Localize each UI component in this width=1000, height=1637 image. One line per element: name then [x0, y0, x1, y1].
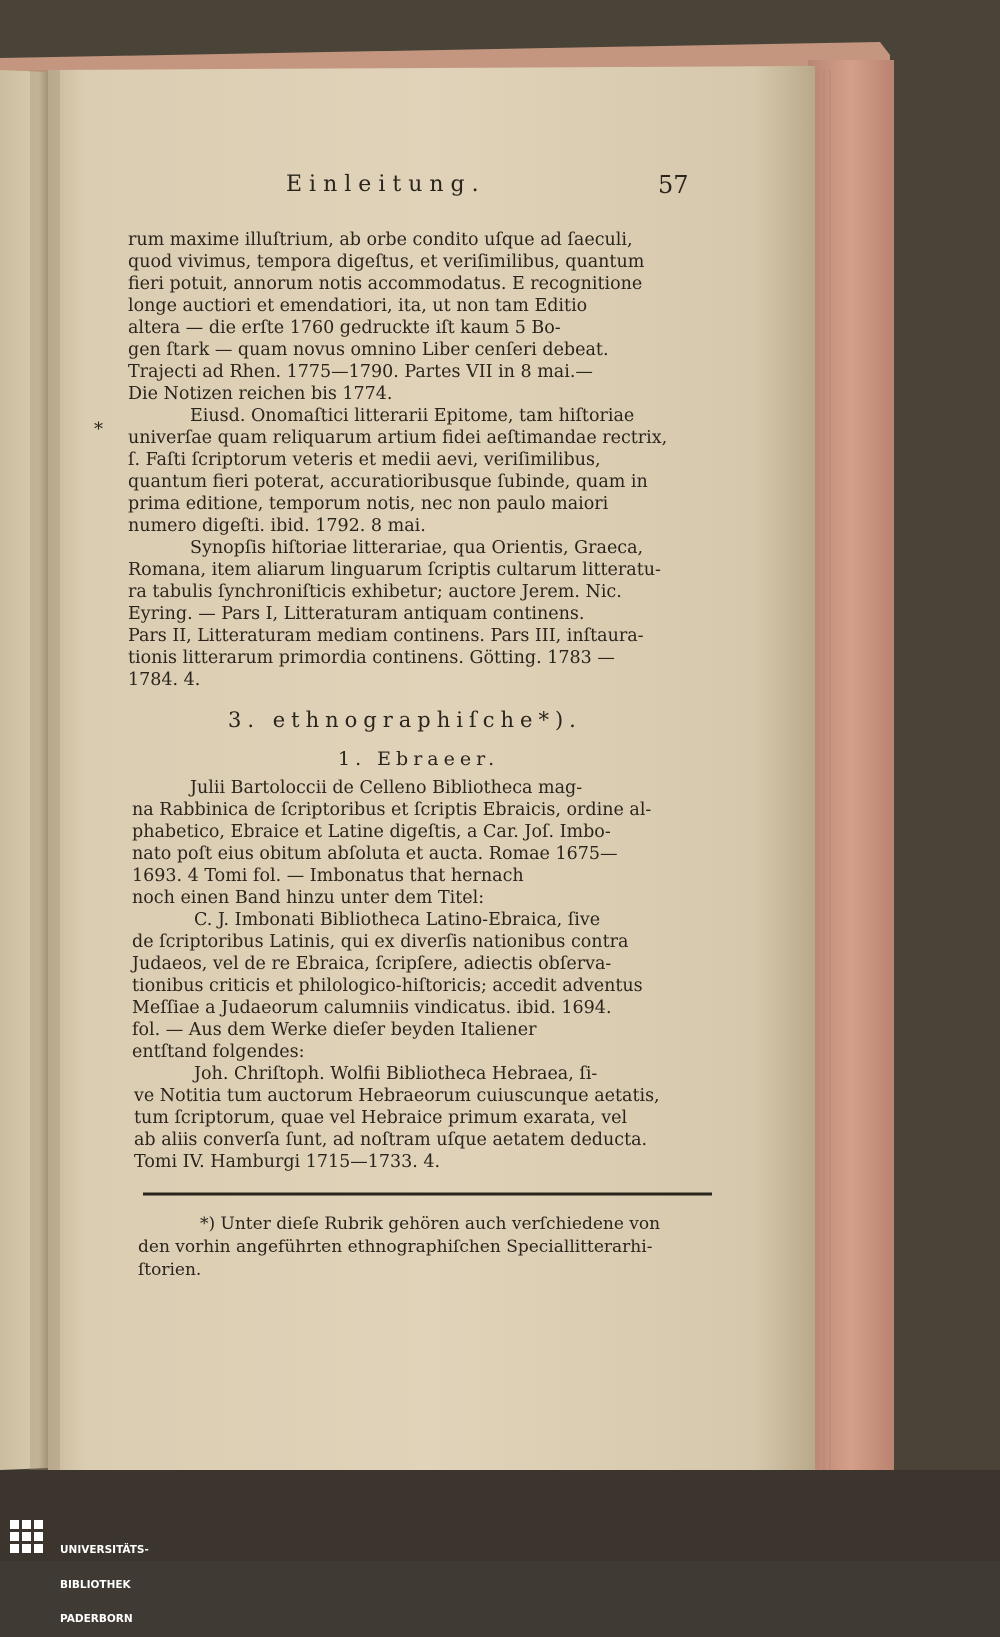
- text-line: ſ. Faſti ſcriptorum veteris et medii aevi, veriſimilibus,: [128, 450, 601, 470]
- text-line: tum ſcriptorum, quae vel Hebraice primum exarata, vel: [134, 1108, 628, 1128]
- text-line: univerſae quam reliquarum artium fidei aeſtimandae rectrix,: [128, 428, 668, 448]
- text-line: gen ſtark — quam novus omnino Liber cenſeri debeat.: [128, 340, 609, 360]
- text-line: Die Notizen reichen bis 1774.: [128, 384, 393, 404]
- text-line: quantum fieri poterat, accuratioribusque ſubinde, quam in: [128, 472, 648, 492]
- text-line: tionis litterarum primordia continens. Götting. 1783 —: [128, 648, 615, 668]
- text-line: tionibus criticis et philologico-hiſtoricis; accedit adventus: [132, 976, 643, 996]
- footnote-line: den vorhin angeführten ethnographiſchen Speciallitterarhi-: [138, 1237, 653, 1257]
- text-line: Trajecti ad Rhen. 1775—1790. Partes VII in 8 mai.—: [128, 362, 593, 382]
- text-line: rum maxime illuſtrium, ab orbe condito uſque ad ſaeculi,: [128, 230, 633, 250]
- text-line: quod vivimus, tempora digeſtus, et veriſimilibus, quantum: [128, 252, 645, 272]
- text-line: fieri potuit, annorum notis accommodatus. E recognitione: [128, 274, 643, 294]
- logo-line: BIBLIOTHEK: [60, 1578, 131, 1591]
- running-header: Einleitung.: [286, 172, 486, 197]
- text-line: Meſſiae a Judaeorum calumniis vindicatus. ibid. 1694.: [132, 998, 612, 1018]
- text-line: Joh. Chriſtoph. Wolfii Bibliotheca Hebraea, ſi-: [194, 1064, 598, 1084]
- text-line: phabetico, Ebraice et Latine digeſtis, a Car. Joſ. Imbo-: [132, 822, 611, 842]
- text-line: Eiusd. Onomaſtici litterarii Epitome, tam hiſtoriae: [190, 406, 635, 426]
- text-line: Julii Bartoloccii de Celleno Bibliotheca mag-: [190, 778, 583, 798]
- text-line: fol. — Aus dem Werke dieſer beyden Italiener: [132, 1020, 537, 1040]
- logo-line: PADERBORN: [60, 1613, 133, 1625]
- text-line: de ſcriptoribus Latinis, qui ex diverſis nationibus contra: [132, 932, 629, 952]
- text-line: altera — die erſte 1760 gedruckte iſt kaum 5 Bo-: [128, 318, 561, 338]
- page-number: 57: [658, 171, 689, 199]
- text-line: Romana, item aliarum linguarum ſcriptis cultarum litteratu-: [128, 560, 661, 580]
- text-line: na Rabbinica de ſcriptoribus et ſcriptis Ebraicis, ordine al-: [132, 800, 652, 820]
- logo-line: UNIVERSITÄTS-: [60, 1544, 149, 1556]
- text-line: ve Notitia tum auctorum Hebraeorum cuiuscunque aetatis,: [134, 1086, 660, 1106]
- text-line: longe auctiori et emendatiori, ita, ut non tam Editio: [128, 296, 588, 316]
- text-line: entſtand folgendes:: [132, 1042, 305, 1062]
- footnote-line: *) Unter dieſe Rubrik gehören auch verſchiedene von: [200, 1214, 661, 1234]
- text-line: 1693. 4 Tomi fol. — Imbonatus that hernach: [132, 866, 524, 886]
- text-line: numero digeſti. ibid. 1792. 8 mai.: [128, 516, 426, 536]
- margin-asterisk: *: [94, 419, 103, 440]
- footnote-line: ſtorien.: [138, 1260, 202, 1280]
- text-line: Judaeos, vel de re Ebraica, ſcripſere, adiectis obſerva-: [132, 954, 612, 974]
- text-line: 1784. 4.: [128, 670, 201, 690]
- text-line: C. J. Imbonati Bibliotheca Latino-Ebraica, ſive: [194, 910, 601, 930]
- text-line: Eyring. — Pars I, Litteraturam antiquam continens.: [128, 604, 585, 624]
- text-line: Synopſis hiſtoriae litterariae, qua Orientis, Graeca,: [190, 538, 644, 558]
- library-logo-text: [60, 1522, 149, 1637]
- text-line: ra tabulis ſynchroniſticis exhibetur; auctore Jerem. Nic.: [128, 582, 622, 602]
- text-line: prima editione, temporum notis, nec non paulo maiori: [128, 494, 609, 514]
- text-line: Tomi IV. Hamburgi 1715—1733. 4.: [134, 1152, 441, 1172]
- text-line: Pars II, Litteraturam mediam continens. Pars III, inſtaura-: [128, 626, 644, 646]
- text-line: noch einen Band hinzu unter dem Titel:: [132, 888, 485, 908]
- subsection-heading: 1. Ebraeer.: [338, 748, 500, 770]
- text-line: ab aliis converſa ſunt, ad noſtram uſque aetatem deducta.: [134, 1130, 648, 1150]
- text-line: nato poſt eius obitum abſoluta et aucta. Romae 1675—: [132, 844, 618, 864]
- section-heading: 3. ethnographiſche*).: [228, 708, 582, 732]
